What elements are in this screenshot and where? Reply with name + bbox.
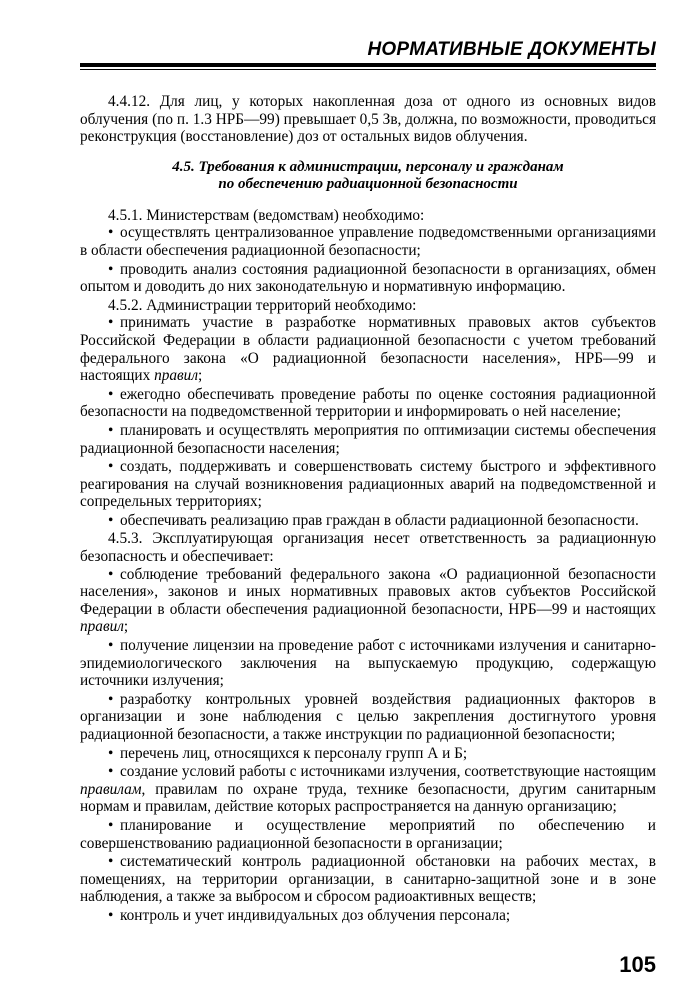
- bullet-icon: •: [108, 314, 114, 332]
- bullet-icon: •: [108, 763, 114, 781]
- header-rule-thick: [80, 63, 656, 67]
- bullet-item: [80, 512, 656, 530]
- bullet-item: [80, 763, 656, 816]
- paragraph-4-5-1: 4.5.1. Министерствам (ведомствам) необходимо:: [108, 206, 425, 224]
- bullet-text: принимать участие в разработке нормативных правовых актов субъектов Российской Федерации в области радиационной безопасности с учетом требований федерального закона «О радиационной безопасности населения», НРБ—99 и настоящих: [80, 314, 656, 385]
- bullet-item: [80, 386, 656, 421]
- bullet-item: [80, 745, 656, 763]
- bullet-item: [80, 458, 656, 511]
- bullet-item: [80, 907, 656, 925]
- page-number: 105: [619, 952, 656, 977]
- bullet-text: обеспечивать реализацию прав граждан в области радиационной безопасности.: [120, 511, 639, 529]
- bullet-text: осуществлять централизованное управление подведомственными организациями в области обеспечения радиационной безопасности;: [80, 224, 656, 259]
- bullet-text: проводить анализ состояния радиационной безопасности в организациях, обмен опытом и доводить до них законодательную и нормативную информацию.: [80, 260, 656, 296]
- bullet-icon: •: [108, 853, 114, 871]
- bullet-text: создание условий работы с источниками излучения, соответствующие настоящим: [120, 763, 656, 781]
- bullet-text: перечень лиц, относящихся к персоналу групп А и Б;: [120, 744, 468, 762]
- paragraph-4-4-12: 4.4.12. Для лиц, у которых накопленная доза от одного из основных видов облучения (по п. 1.3 НРБ—99) превышает 0,5 Зв, должна, по возможности, проводиться реконструкция (восстановление) доз от остальных видов облучения.: [80, 93, 656, 146]
- bullet-item: [80, 691, 656, 744]
- bullet-text: систематический контроль радиационной обстановки на рабочих местах, в помещениях, на территории организации, в санитарно-защитной зоне и в зоне наблюдения, а также за выбросом и сбросом радиоактивных веществ;: [80, 853, 656, 906]
- paragraph-4-5-2: 4.5.2. Администрации территорий необходимо:: [108, 296, 417, 314]
- bullet-text: соблюдение требований федерального закона «О радиационной безопасности населения», законов и иных нормативных правовых актов субъектов Российской Федерации в области обеспечения радиационной безопасности, НРБ—99 и настоящих: [80, 565, 656, 618]
- document-body: [80, 93, 656, 926]
- bullet-icon: •: [108, 565, 114, 583]
- bullet-text-italic: правилам: [80, 780, 142, 798]
- bullet-icon: •: [108, 744, 114, 762]
- bullet-text-end: ;: [198, 367, 203, 385]
- section-title-line-2: по обеспечению радиационной безопасности: [218, 176, 518, 193]
- bullet-icon: •: [108, 816, 114, 834]
- section-title-line-1: 4.5. Требования к администрации, персоналу и гражданам: [172, 158, 564, 175]
- bullet-icon: •: [108, 224, 114, 242]
- bullet-icon: •: [108, 690, 114, 708]
- bullet-item: [80, 637, 656, 690]
- bullet-text: планировать и осуществлять мероприятия по оптимизации системы обеспечения радиационной безопасности населения;: [80, 421, 656, 457]
- running-header-title: НОРМАТИВНЫЕ ДОКУМЕНТЫ: [367, 39, 656, 60]
- header-rule-thin: [80, 69, 656, 70]
- bullet-text: контроль и учет индивидуальных доз облучения персонала;: [120, 906, 511, 924]
- bullet-icon: •: [108, 260, 114, 278]
- bullet-item: [80, 817, 656, 852]
- bullet-icon: •: [108, 385, 114, 403]
- bullet-text-end: ;: [123, 618, 129, 636]
- bullet-item: [80, 261, 656, 296]
- bullet-item: [80, 422, 656, 457]
- bullet-icon: •: [108, 511, 114, 529]
- bullet-item: [80, 224, 656, 259]
- bullet-icon: •: [108, 906, 114, 924]
- bullet-text: получение лицензии на проведение работ с источниками излучения и санитарно-эпидемиологического заключения на выпускаемую продукцию, содержащую источники излучения;: [80, 637, 656, 690]
- bullet-icon: •: [108, 421, 114, 439]
- bullet-text: разработку контрольных уровней воздействия радиационных факторов в организации и зоне наблюдения с целью закрепления достигнутого уровня радиационной безопасности, а также инструкции по радиационной безопасности;: [80, 690, 656, 743]
- bullet-text: планирование и осуществление мероприятий по обеспечению и совершенствованию радиационной безопасности в организации;: [80, 816, 656, 852]
- section-title: [80, 159, 656, 194]
- bullet-text-end: , правилам по охране труда, технике безопасности, другим санитарным нормам и правилам, действие которых распространяется на данную организацию;: [80, 780, 656, 816]
- bullet-text: создать, поддерживать и совершенствовать систему быстрого и эффективного реагирования на случай возникновения радиационных аварий на подведомственной и сопредельных территориях;: [80, 458, 656, 511]
- bullet-item: [80, 566, 656, 636]
- page-header: [0, 0, 700, 80]
- bullet-text-italic: правил: [80, 618, 124, 636]
- bullet-text-italic: правил: [154, 367, 198, 385]
- bullet-icon: •: [108, 458, 114, 476]
- bullet-text: ежегодно обеспечивать проведение работы по оценке состояния радиационной безопасности на подведомственной территории и информировать о ней население;: [80, 385, 656, 421]
- bullet-item: [80, 853, 656, 906]
- bullet-icon: •: [108, 637, 114, 655]
- paragraph-4-5-3: 4.5.3. Эксплуатирующая организация несет ответственность за радиационную безопасность и обеспечивает:: [80, 530, 656, 566]
- bullet-item: [80, 314, 656, 384]
